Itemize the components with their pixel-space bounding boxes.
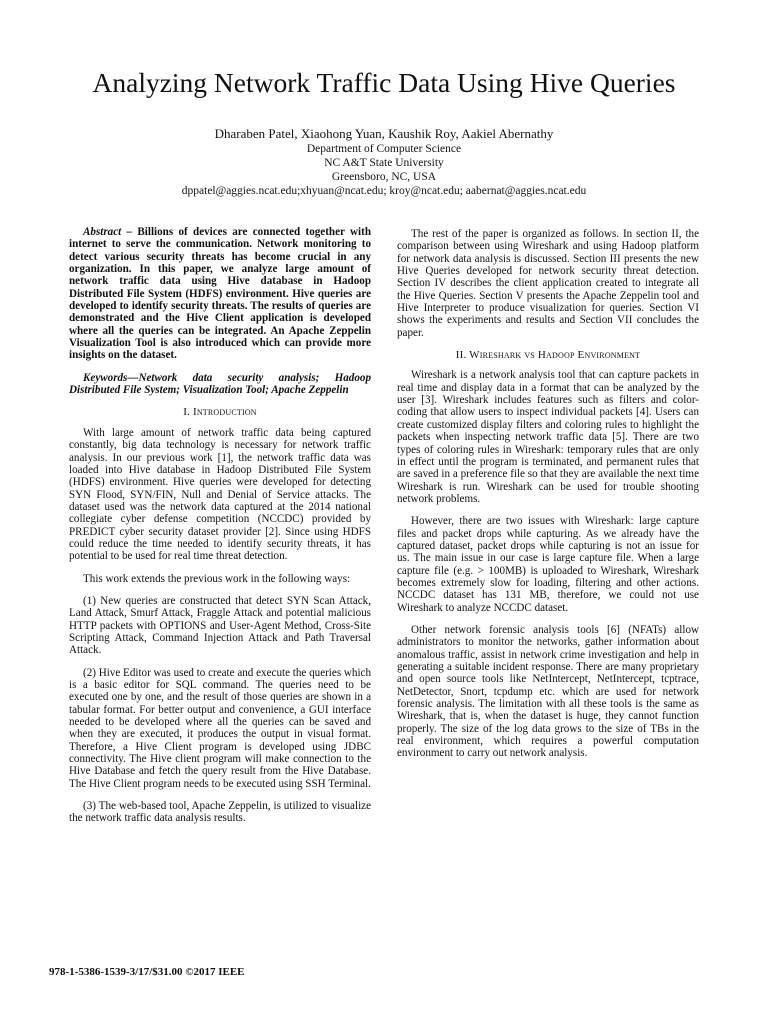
affiliation-university: NC A&T State University <box>324 157 444 169</box>
keywords-text: —Network data security analysis; Hadoop Distributed File System; Visualization Tool; Apache Zeppelin <box>69 371 371 397</box>
paragraph: With large amount of network traffic data being captured constantly, big data technology is necessary for network traffic analysis. In our previous work [1], the network traffic data was loaded into Hive database in Hadoop Distributed File System (HDFS) environment. Hive queries were developed for detecting SYN Flood, SYN/FIN, Null and Denial of Service attacks. The dataset used was the network data captured at the 2014 national collegiate cyber defense competition (NCCDC) provided by PREDICT cyber security dataset provider [2]. Since using HDFS could reduce the time needed to identify security threats, it has potential to be used for real time threat detection. <box>69 426 371 563</box>
paragraph: Other network forensic analysis tools [6] (NFATs) allow administrators to monitor the networks, gather information about anomalous traffic, assist in network crime investigation and help in generating a suitable incident response. There are many proprietary and open source tools like NetIntercept, NetIntercept, tcptrace, NetDetector, Snort, tcpdump etc. which are used for network forensic analysis. The limitation with all these tools is the same as Wireshark, that is, when the dataset is huge, they cannot function properly. The size of the log data grows to the size of TBs in the real environment, which requires a powerful computation environment to carry out network analysis. <box>397 623 699 760</box>
abstract <box>69 226 371 362</box>
paragraph: Wireshark is a network analysis tool that can capture packets in real time and display data in a format that can be analyzed by the user [3]. Wireshark includes features such as filters and color-coding that allow users to inspect individual packets [4]. Users can create customized display filters and coloring rules to highlight the packets when inspecting network traffic data [5]. There are two types of coloring rules in Wireshark: temporary rules that are only in effect until the program is terminated, and permanent rules that are saved in a preference file so that they are available the next time Wireshark is run. Wireshark can be used for trouble shooting network problems. <box>397 369 699 505</box>
abstract-text: – Billions of devices are connected together with internet to serve the communication. Network monitoring to detect various security threats has become crucial in any organization. In this paper, we analyze large amount of network traffic data using Hive database in Hadoop Distributed File System (HDFS) environment. Hive queries are developed to identify security threats. The results of queries are demonstrated and the Hive Client application is developed where all the queries can be integrated. An Apache Zeppelin Visualization Tool is also introduced which can provide more insights on the dataset. <box>69 226 371 362</box>
left-column <box>69 226 371 835</box>
affiliation-emails: dppatel@aggies.ncat.edu;xhyuan@ncat.edu; kroy@ncat.edu; aabernat@aggies.ncat.edu <box>181 185 587 197</box>
abstract-label: Abstract <box>83 226 122 238</box>
paragraph: This work extends the previous work in the following ways: <box>83 572 351 585</box>
paragraph: (2) Hive Editor was used to create and execute the queries which is a basic editor for SQL command. The queries need to be executed one by one, and the result of those queries are shown in a tabular format. For better output and convenience, a GUI interface needed to be developed where all the queries can be saved and when they are executed, it produces the output in visual format. Therefore, a Hive Client program is developed using JDBC connectivity. The Hive client program will make connection to the Hive Database and fetch the query result from the Hive Database. The Hive Client program needs to be executed using SSH Terminal. <box>69 666 372 790</box>
affiliation-dept: Department of Computer Science <box>306 143 462 155</box>
section-heading-wireshark: II. Wireshark vs Hadoop Environment <box>455 349 641 362</box>
author-names: Dharaben Patel, Xiaohong Yuan, Kaushik Roy, Aakiel Abernathy <box>214 126 554 141</box>
paragraph: (3) The web-based tool, Apache Zeppelin, is utilized to visualize the network traffic data analysis results. <box>69 800 371 825</box>
paper-title: Analyzing Network Traffic Data Using Hive Queries <box>92 67 676 98</box>
keywords-label: Keywords <box>83 371 128 384</box>
section-heading-introduction: I. Introduction <box>183 406 257 419</box>
author-block <box>0 126 768 198</box>
affiliation-city: Greensboro, NC, USA <box>331 171 437 183</box>
copyright-footer: 978-1-5386-1539-3/17/$31.00 ©2017 IEEE <box>49 966 245 978</box>
right-column <box>397 228 699 770</box>
paragraph: (1) New queries are constructed that detect SYN Scan Attack, Land Attack, Smurf Attack, Fraggle Attack and potential malicious HTTP packets with OPTIONS and User-Agent Method, Cross-Site Scripting Attack, Command Injection Attack and Path Traversal Attack. <box>69 594 371 657</box>
paragraph: The rest of the paper is organized as follows. In section II, the comparison between using Wireshark and using Hadoop platform for network data analysis is discussed. Section III presents the new Hive Queries developed for network security threat detection. Section IV describes the client application created to integrate all the Hive Queries. Section V presents the Apache Zeppelin tool and Hive Interpreter to produce visualization for queries. Section VI shows the experiments and results and Section VII concludes the paper. <box>397 228 699 339</box>
keywords <box>69 372 371 397</box>
paragraph: However, there are two issues with Wireshark: large capture files and packet drops while capturing. As we already have the captured dataset, packet drops while capturing is not an issue for us. The main issue in our case is large capture file. When a large capture file (e.g. > 100MB) is uploaded to Wireshark, Wireshark becomes extremely slow for loading, filtering and other actions. NCCDC dataset has 131 MB, therefore, we could not use Wireshark to analyze NCCDC dataset. <box>397 515 699 614</box>
